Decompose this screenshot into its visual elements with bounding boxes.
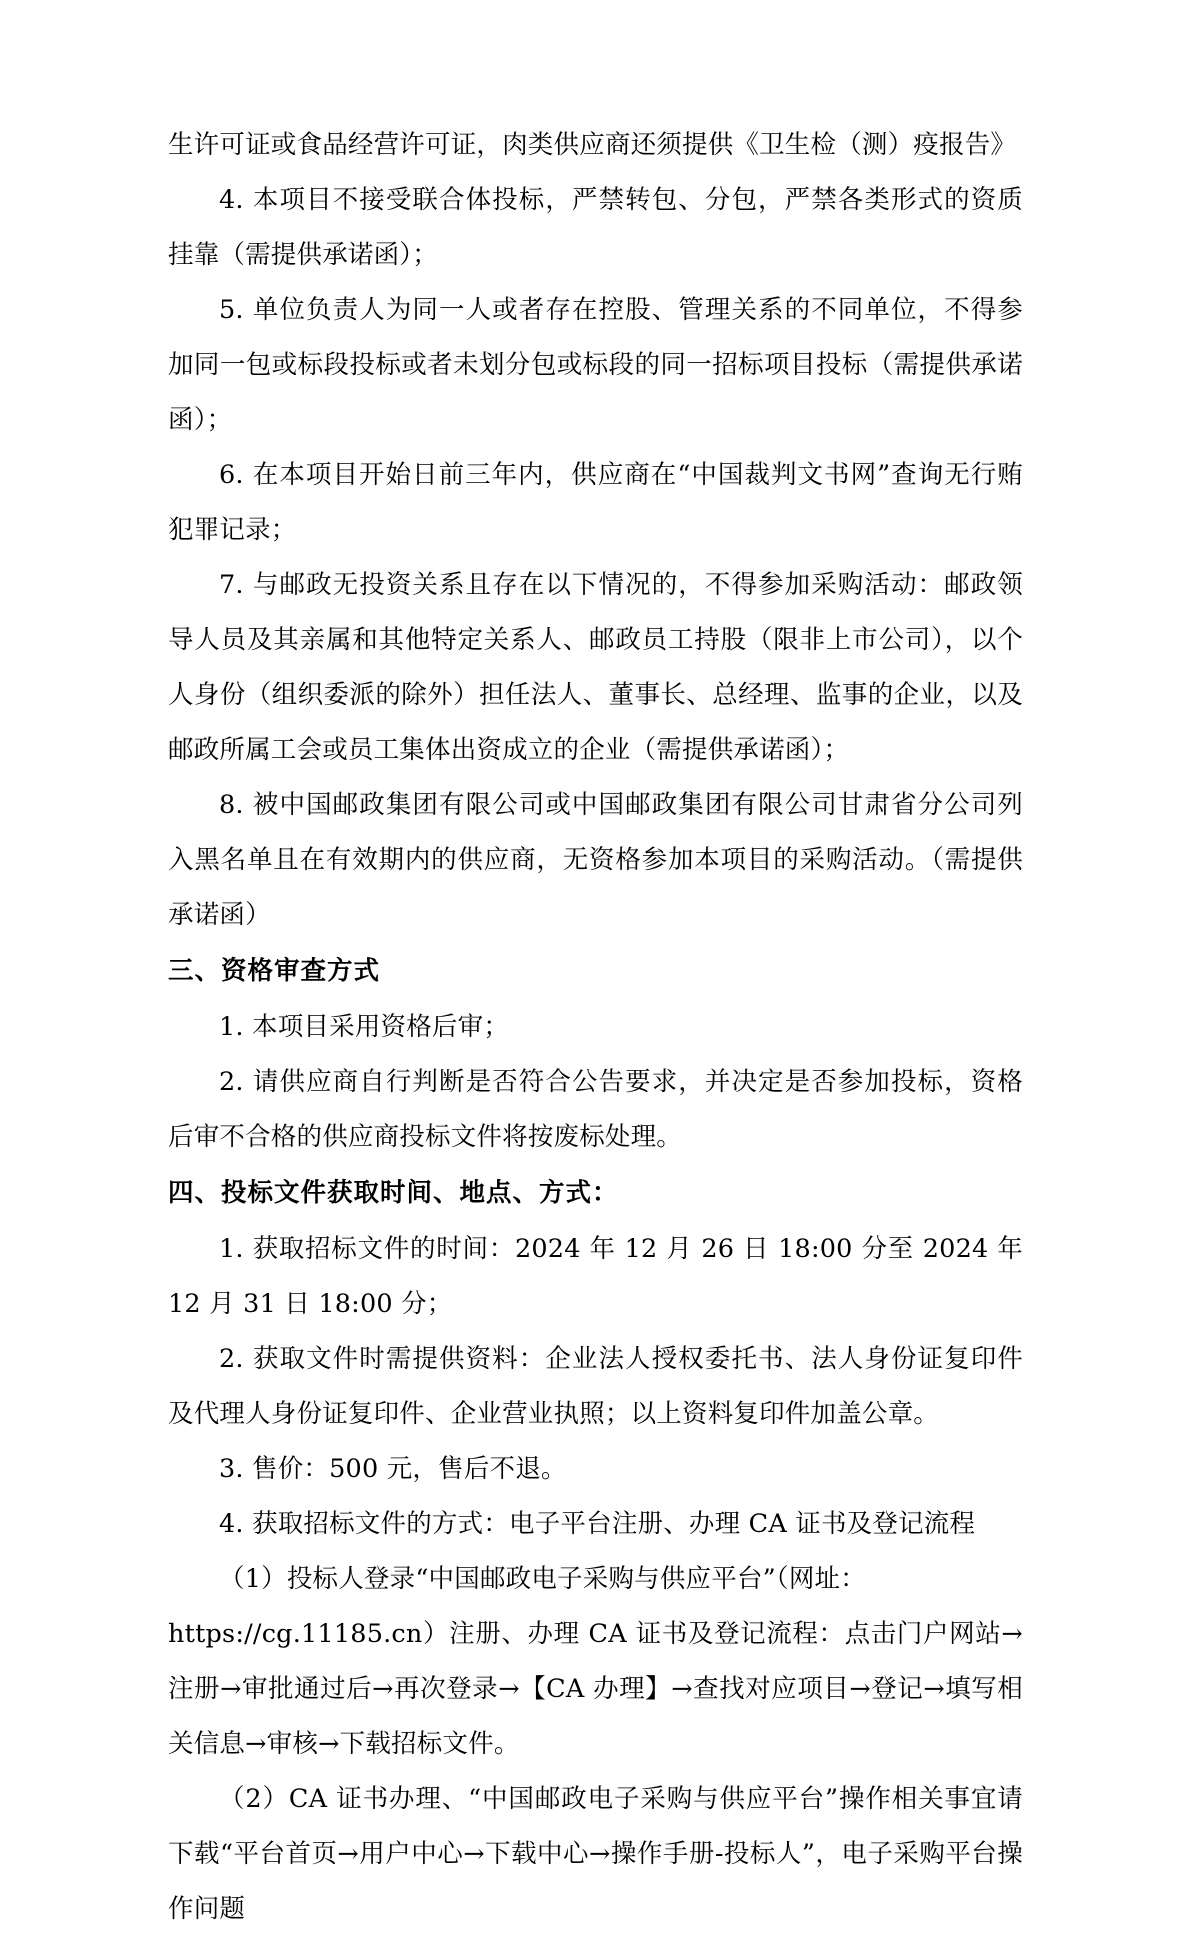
paragraph-4-4: 4. 获取招标文件的方式：电子平台注册、办理 CA 证书及登记流程 bbox=[219, 1509, 976, 1539]
document-body bbox=[168, 118, 1023, 1937]
paragraph-4-4-1-continued: https://cg.11185.cn）注册、办理 CA 证书及登记流程：点击门户网站→注册→审批通过后→再次登录→【CA 办理】→查找对应项目→登记→填写相关信息→审核→下载招标文件。 bbox=[168, 1619, 1023, 1759]
paragraph-4-4-2: （2）CA 证书办理、“中国邮政电子采购与供应平台”操作相关事宜请下载“平台首页→用户中心→下载中心→操作手册-投标人”，电子采购平台操作问题 bbox=[168, 1784, 1023, 1924]
paragraph-3-2: 2. 请供应商自行判断是否符合公告要求，并决定是否参加投标，资格后审不合格的供应商投标文件将按废标处理。 bbox=[168, 1067, 1023, 1152]
paragraph-continued-top: 生许可证或食品经营许可证，肉类供应商还须提供《卫生检（测）疫报告》 bbox=[168, 130, 1017, 160]
paragraph-4-2: 2. 获取文件时需提供资料：企业法人授权委托书、法人身份证复印件及代理人身份证复印件、企业营业执照；以上资料复印件加盖公章。 bbox=[168, 1344, 1023, 1429]
paragraph-4-1: 1. 获取招标文件的时间：2024 年 12 月 26 日 18:00 分至 2024 年 12 月 31 日 18:00 分； bbox=[168, 1234, 1023, 1319]
paragraph-4-3: 3. 售价：500 元，售后不退。 bbox=[219, 1454, 567, 1484]
paragraph-4-4-1: （1）投标人登录“中国邮政电子采购与供应平台”（网址： bbox=[219, 1564, 866, 1594]
paragraph-item-7: 7. 与邮政无投资关系且存在以下情况的，不得参加采购活动：邮政领导人员及其亲属和其他特定关系人、邮政员工持股（限非上市公司），以个人身份（组织委派的除外）担任法人、董事长、总经理、监事的企业，以及邮政所属工会或员工集体出资成立的企业（需提供承诺函）； bbox=[168, 570, 1023, 765]
paragraph-item-5: 5. 单位负责人为同一人或者存在控股、管理关系的不同单位，不得参加同一包或标段投标或者未划分包或标段的同一招标项目投标（需提供承诺函）； bbox=[168, 295, 1023, 435]
paragraph-item-4: 4. 本项目不接受联合体投标，严禁转包、分包，严禁各类形式的资质挂靠（需提供承诺函）； bbox=[168, 185, 1023, 270]
paragraph-3-1: 1. 本项目采用资格后审； bbox=[219, 1012, 510, 1042]
heading-section-bid-document-access: 四、投标文件获取时间、地点、方式： bbox=[168, 1178, 619, 1208]
paragraph-item-8: 8. 被中国邮政集团有限公司或中国邮政集团有限公司甘肃省分公司列入黑名单且在有效期内的供应商，无资格参加本项目的采购活动。（需提供承诺函） bbox=[168, 790, 1023, 930]
paragraph-item-6: 6. 在本项目开始日前三年内，供应商在“中国裁判文书网”查询无行贿犯罪记录； bbox=[168, 460, 1023, 545]
heading-section-qualification-review: 三、资格审查方式 bbox=[168, 956, 381, 986]
